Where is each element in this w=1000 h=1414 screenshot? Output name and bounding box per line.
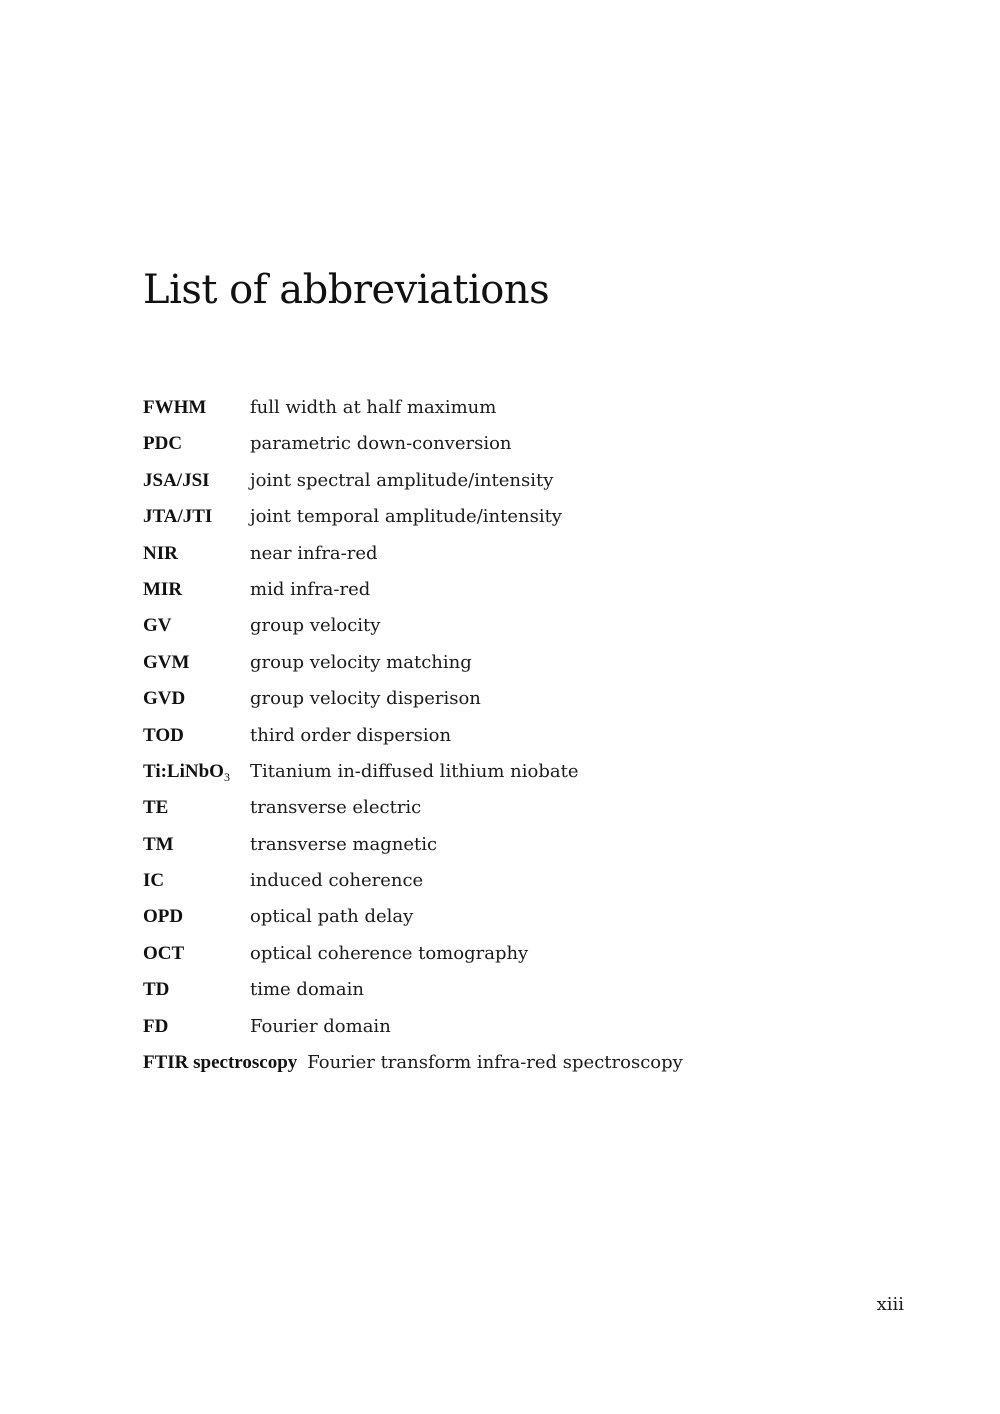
abbreviation-definition: Titanium in-diffused lithium niobate: [250, 760, 579, 782]
abbreviation-definition: parametric down-conversion: [250, 433, 512, 455]
abbreviation-definition: time domain: [250, 979, 364, 1001]
abbreviation-row: [143, 718, 923, 754]
abbreviation-row: [143, 754, 923, 790]
abbreviation-definition: Fourier domain: [250, 1015, 391, 1037]
abbreviation-definition: full width at half maximum: [250, 397, 497, 418]
abbreviation-term: MIR: [143, 578, 183, 600]
abbreviation-row: [143, 463, 923, 499]
abbreviation-term: JTA/JTI: [143, 506, 213, 528]
abbreviation-row: [143, 972, 923, 1008]
abbreviation-definition: transverse magnetic: [250, 833, 438, 855]
abbreviation-row: [143, 572, 923, 608]
abbreviation-definition: group velocity matching: [250, 651, 472, 673]
abbreviation-definition: optical coherence tomography: [250, 942, 529, 964]
abbreviation-term: FWHM: [143, 397, 207, 418]
abbreviation-row: [143, 499, 923, 535]
abbreviation-definition: transverse electric: [250, 797, 422, 819]
abbreviation-term: TE: [143, 797, 169, 819]
abbreviation-term: JSA/JSI: [143, 469, 210, 491]
abbreviation-row: [143, 936, 923, 972]
abbreviation-row: [143, 645, 923, 681]
abbreviation-term: GVM: [143, 651, 190, 673]
abbreviation-row: [143, 790, 923, 826]
abbreviation-row: [143, 681, 923, 717]
abbreviation-term: TOD: [143, 724, 184, 746]
abbreviation-term: OCT: [143, 942, 185, 964]
abbreviation-definition: optical path delay: [250, 906, 414, 928]
abbreviation-row: [143, 1045, 923, 1081]
abbreviation-definition: third order dispersion: [250, 724, 452, 746]
abbreviation-row: [143, 899, 923, 935]
abbreviation-row: [143, 863, 923, 899]
abbreviation-row: [143, 827, 923, 863]
page-number: xiii: [876, 1294, 904, 1315]
abbreviation-term: GVD: [143, 688, 186, 710]
abbreviation-definition: group velocity: [250, 615, 381, 637]
abbreviation-row: [143, 1009, 923, 1045]
abbreviation-row: [143, 608, 923, 644]
abbreviation-list: [143, 390, 923, 1081]
abbreviation-term: PDC: [143, 433, 183, 455]
abbreviation-row: [143, 390, 923, 426]
abbreviation-definition: group velocity disperison: [250, 688, 481, 710]
abbreviation-row: [143, 426, 923, 462]
abbreviation-term: FD: [143, 1015, 169, 1037]
abbreviation-term: OPD: [143, 906, 184, 928]
abbreviation-term: NIR: [143, 542, 178, 564]
abbreviation-definition: induced coherence: [250, 870, 424, 892]
abbreviation-term: FTIR spectroscopy: [143, 1052, 298, 1074]
abbreviation-definition: mid infra-red: [250, 578, 371, 600]
abbreviation-definition: Fourier transform infra-red spectroscopy: [307, 1052, 683, 1074]
abbreviation-term: IC: [143, 870, 165, 892]
abbreviation-row: [143, 536, 923, 572]
abbreviation-definition: joint spectral amplitude/intensity: [250, 469, 554, 491]
page-title: List of abbreviations: [143, 267, 550, 313]
abbreviation-term: TM: [143, 833, 174, 855]
abbreviation-term: GV: [143, 615, 172, 637]
abbreviation-definition: joint temporal amplitude/intensity: [250, 506, 562, 528]
abbreviation-term-text: Ti:LiNbO: [143, 760, 224, 782]
abbreviation-term: TD: [143, 979, 170, 1001]
abbreviation-term-subscript: 3: [223, 769, 230, 784]
abbreviation-term: [143, 754, 250, 790]
abbreviation-definition: near infra-red: [250, 542, 378, 564]
